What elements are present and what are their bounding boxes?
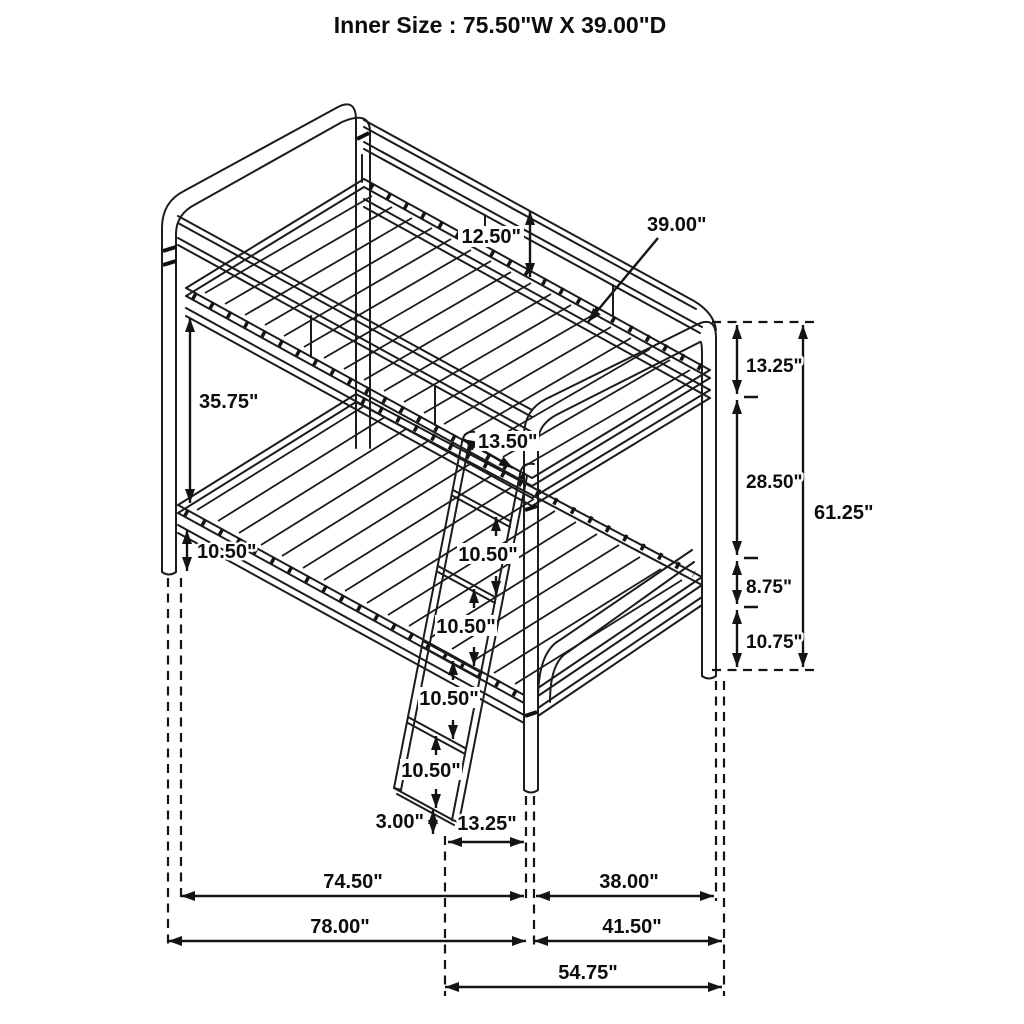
right-chain-ticks <box>744 397 758 607</box>
bottom-bunk-slat-brackets-near <box>185 512 517 694</box>
bottom-bunk-slat-brackets-far <box>362 400 694 574</box>
page-title: Inner Size : 75.50"W X 39.00"D <box>333 12 667 38</box>
dim-label-rung-spacing-4: 10.50" <box>401 760 461 782</box>
bottom-bunk-foot-beam <box>538 577 702 716</box>
dim-label-ladder-span: 54.75" <box>558 962 618 984</box>
foot-far-post-extension-lines <box>716 681 724 996</box>
dim-label-rung-spacing-3: 10.50" <box>419 688 479 710</box>
dim-label-length-overall: 78.00" <box>310 916 370 938</box>
foot-post-foot-cap <box>524 790 538 793</box>
foot-post-slot-mark <box>525 712 537 716</box>
dim-label-width-inner: 38.00" <box>599 871 659 893</box>
top-bunk-foot-beam <box>532 370 710 506</box>
bottom-bunk-far-rail <box>356 394 702 585</box>
dim-label-right-bunk-gap: 28.50" <box>746 472 803 493</box>
dim-label-width-overall: 41.50" <box>602 916 662 938</box>
head-post-slot-mark <box>163 261 176 265</box>
dim-label-length-inner: 74.50" <box>323 871 383 893</box>
bed-drawing <box>162 104 716 825</box>
dim-label-overall-height: 61.25" <box>814 502 874 524</box>
dim-label-ladder-hook-spacing: 13.50" <box>478 431 538 453</box>
head-post-foot-cap <box>162 572 176 575</box>
dim-label-ladder-foot-offset: 13.25" <box>457 813 517 835</box>
dim-label-ladder-foot-extension: 3.00" <box>375 811 424 833</box>
dim-label-bunk-spacing: 35.75" <box>199 391 259 413</box>
top-bunk <box>178 120 716 506</box>
foot-far-post-cap <box>702 676 716 679</box>
dim-label-slat-depth: 39.00" <box>647 214 707 236</box>
head-far-post-slot-mark <box>357 133 369 139</box>
dim-label-rung-spacing-1: 10.50" <box>458 544 518 566</box>
top-bunk-head-edge <box>186 179 364 296</box>
dim-label-right-top-rail: 13.25" <box>746 356 803 377</box>
dim-label-guard-rail-height: 12.50" <box>461 226 521 248</box>
left-post-extension-lines <box>168 578 181 950</box>
head-post-slot-mark <box>163 247 176 251</box>
dimension-lines <box>168 211 803 987</box>
dim-label-right-lower-rail: 8.75" <box>746 577 792 598</box>
leader-line-slat-depth <box>588 238 658 322</box>
foot-post-slot-mark <box>525 506 537 510</box>
dim-label-right-ground-clearance: 10.75" <box>746 632 803 653</box>
dim-label-rung-spacing-2: 10.50" <box>436 616 496 638</box>
foot-near-post-extension-lines <box>526 796 534 950</box>
dim-label-bottom-clearance: 10.50" <box>197 541 257 563</box>
